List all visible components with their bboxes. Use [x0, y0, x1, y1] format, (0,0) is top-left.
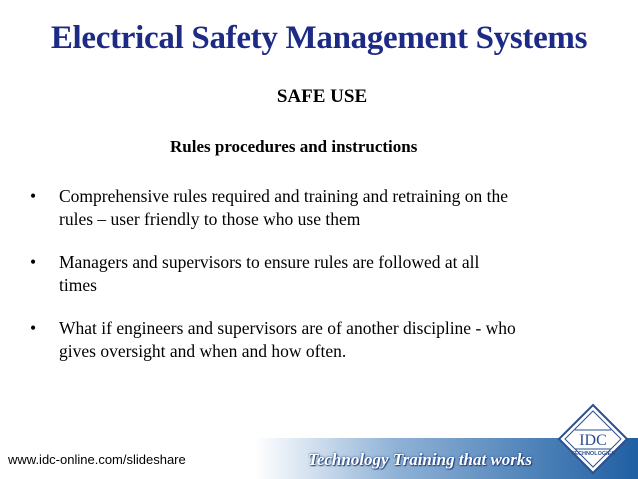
- bullet-text-line: rules – user friendly to those who use them: [59, 209, 361, 229]
- logo-main-text: IDC: [579, 432, 607, 449]
- bullet-item: [30, 185, 620, 231]
- section-heading: Rules procedures and instructions: [170, 137, 418, 156]
- logo-sub-text: TECHNOLOGIES: [570, 451, 616, 457]
- bullet-icon: •: [30, 318, 37, 338]
- bullet-text-line: times: [59, 275, 97, 295]
- bullet-icon: •: [30, 252, 37, 272]
- bullet-icon: •: [30, 186, 37, 206]
- bullet-text-line: gives oversight and when and how often.: [59, 341, 347, 361]
- bullet-item: [30, 251, 620, 297]
- slide-title: Electrical Safety Management Systems: [50, 20, 588, 56]
- bullet-text-line: Comprehensive rules required and training and retraining on the: [59, 186, 509, 206]
- bullet-item: [30, 317, 620, 363]
- idc-logo-icon: [557, 403, 629, 475]
- footer-url[interactable]: www.idc-online.com/slideshare: [8, 452, 186, 467]
- bullet-text-line: Managers and supervisors to ensure rules are followed at all: [59, 252, 480, 272]
- footer-tagline: Technology Training that works: [308, 450, 533, 469]
- bullet-list: [30, 185, 620, 383]
- slide-subtitle: SAFE USE: [276, 86, 368, 107]
- bullet-text-line: What if engineers and supervisors are of another discipline - who: [59, 318, 516, 338]
